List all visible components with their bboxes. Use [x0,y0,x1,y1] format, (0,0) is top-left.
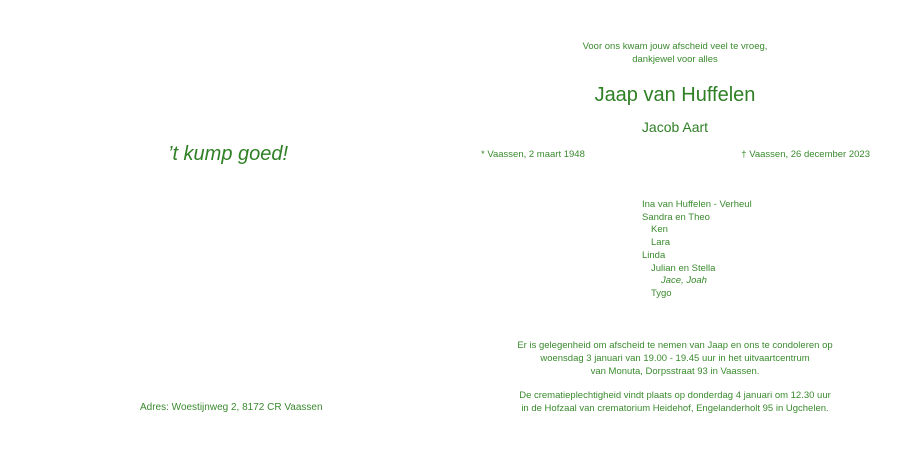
family-member: Ina van Huffelen - Verheul [642,199,752,210]
deceased-name: Jaap van Huffelen [594,84,756,106]
death-date: † Vaassen, 26 december 2023 [741,149,870,160]
family-member: Lara [651,237,671,249]
family-member: Sandra en Theo [642,211,710,223]
given-name: Jacob Aart [641,119,709,135]
family-member: Tygo [651,287,672,299]
cremation-paragraph [500,389,850,415]
family-list [642,199,752,301]
intro-text [540,40,810,66]
birth-date: * Vaassen, 2 maart 1948 [481,149,585,160]
paragraph-line: in de Hofzaal van crematorium Heidehof, Engelanderholt 95 in Ugchelen. [521,403,829,414]
intro-line: dankjewel voor alles [632,54,718,65]
paragraph-line: Er is gelegenheid om afscheid te nemen van Jaap en ons te condoleren op [517,340,833,351]
paragraph-line: De crematieplechtigheid vindt plaats op donderdag 4 januari om 12.30 uur [519,390,831,401]
intro-line: Voor ons kwam jouw afscheid veel te vroeg, [582,41,768,52]
family-member: Linda [642,249,666,261]
family-member: Julian en Stella [651,262,716,274]
motto-text: ’t kump goed! [168,143,289,165]
family-member: Ken [651,224,668,236]
paragraph-line: woensdag 3 januari van 19.00 - 19.45 uur in het uitvaartcentrum [540,353,810,364]
paragraph-line: van Monuta, Dorpsstraat 93 in Vaassen. [590,366,760,377]
address-text: Adres: Woestijnweg 2, 8172 CR Vaassen [140,402,323,413]
condolence-paragraph [500,339,850,378]
family-member: Jace, Joah [661,275,707,287]
